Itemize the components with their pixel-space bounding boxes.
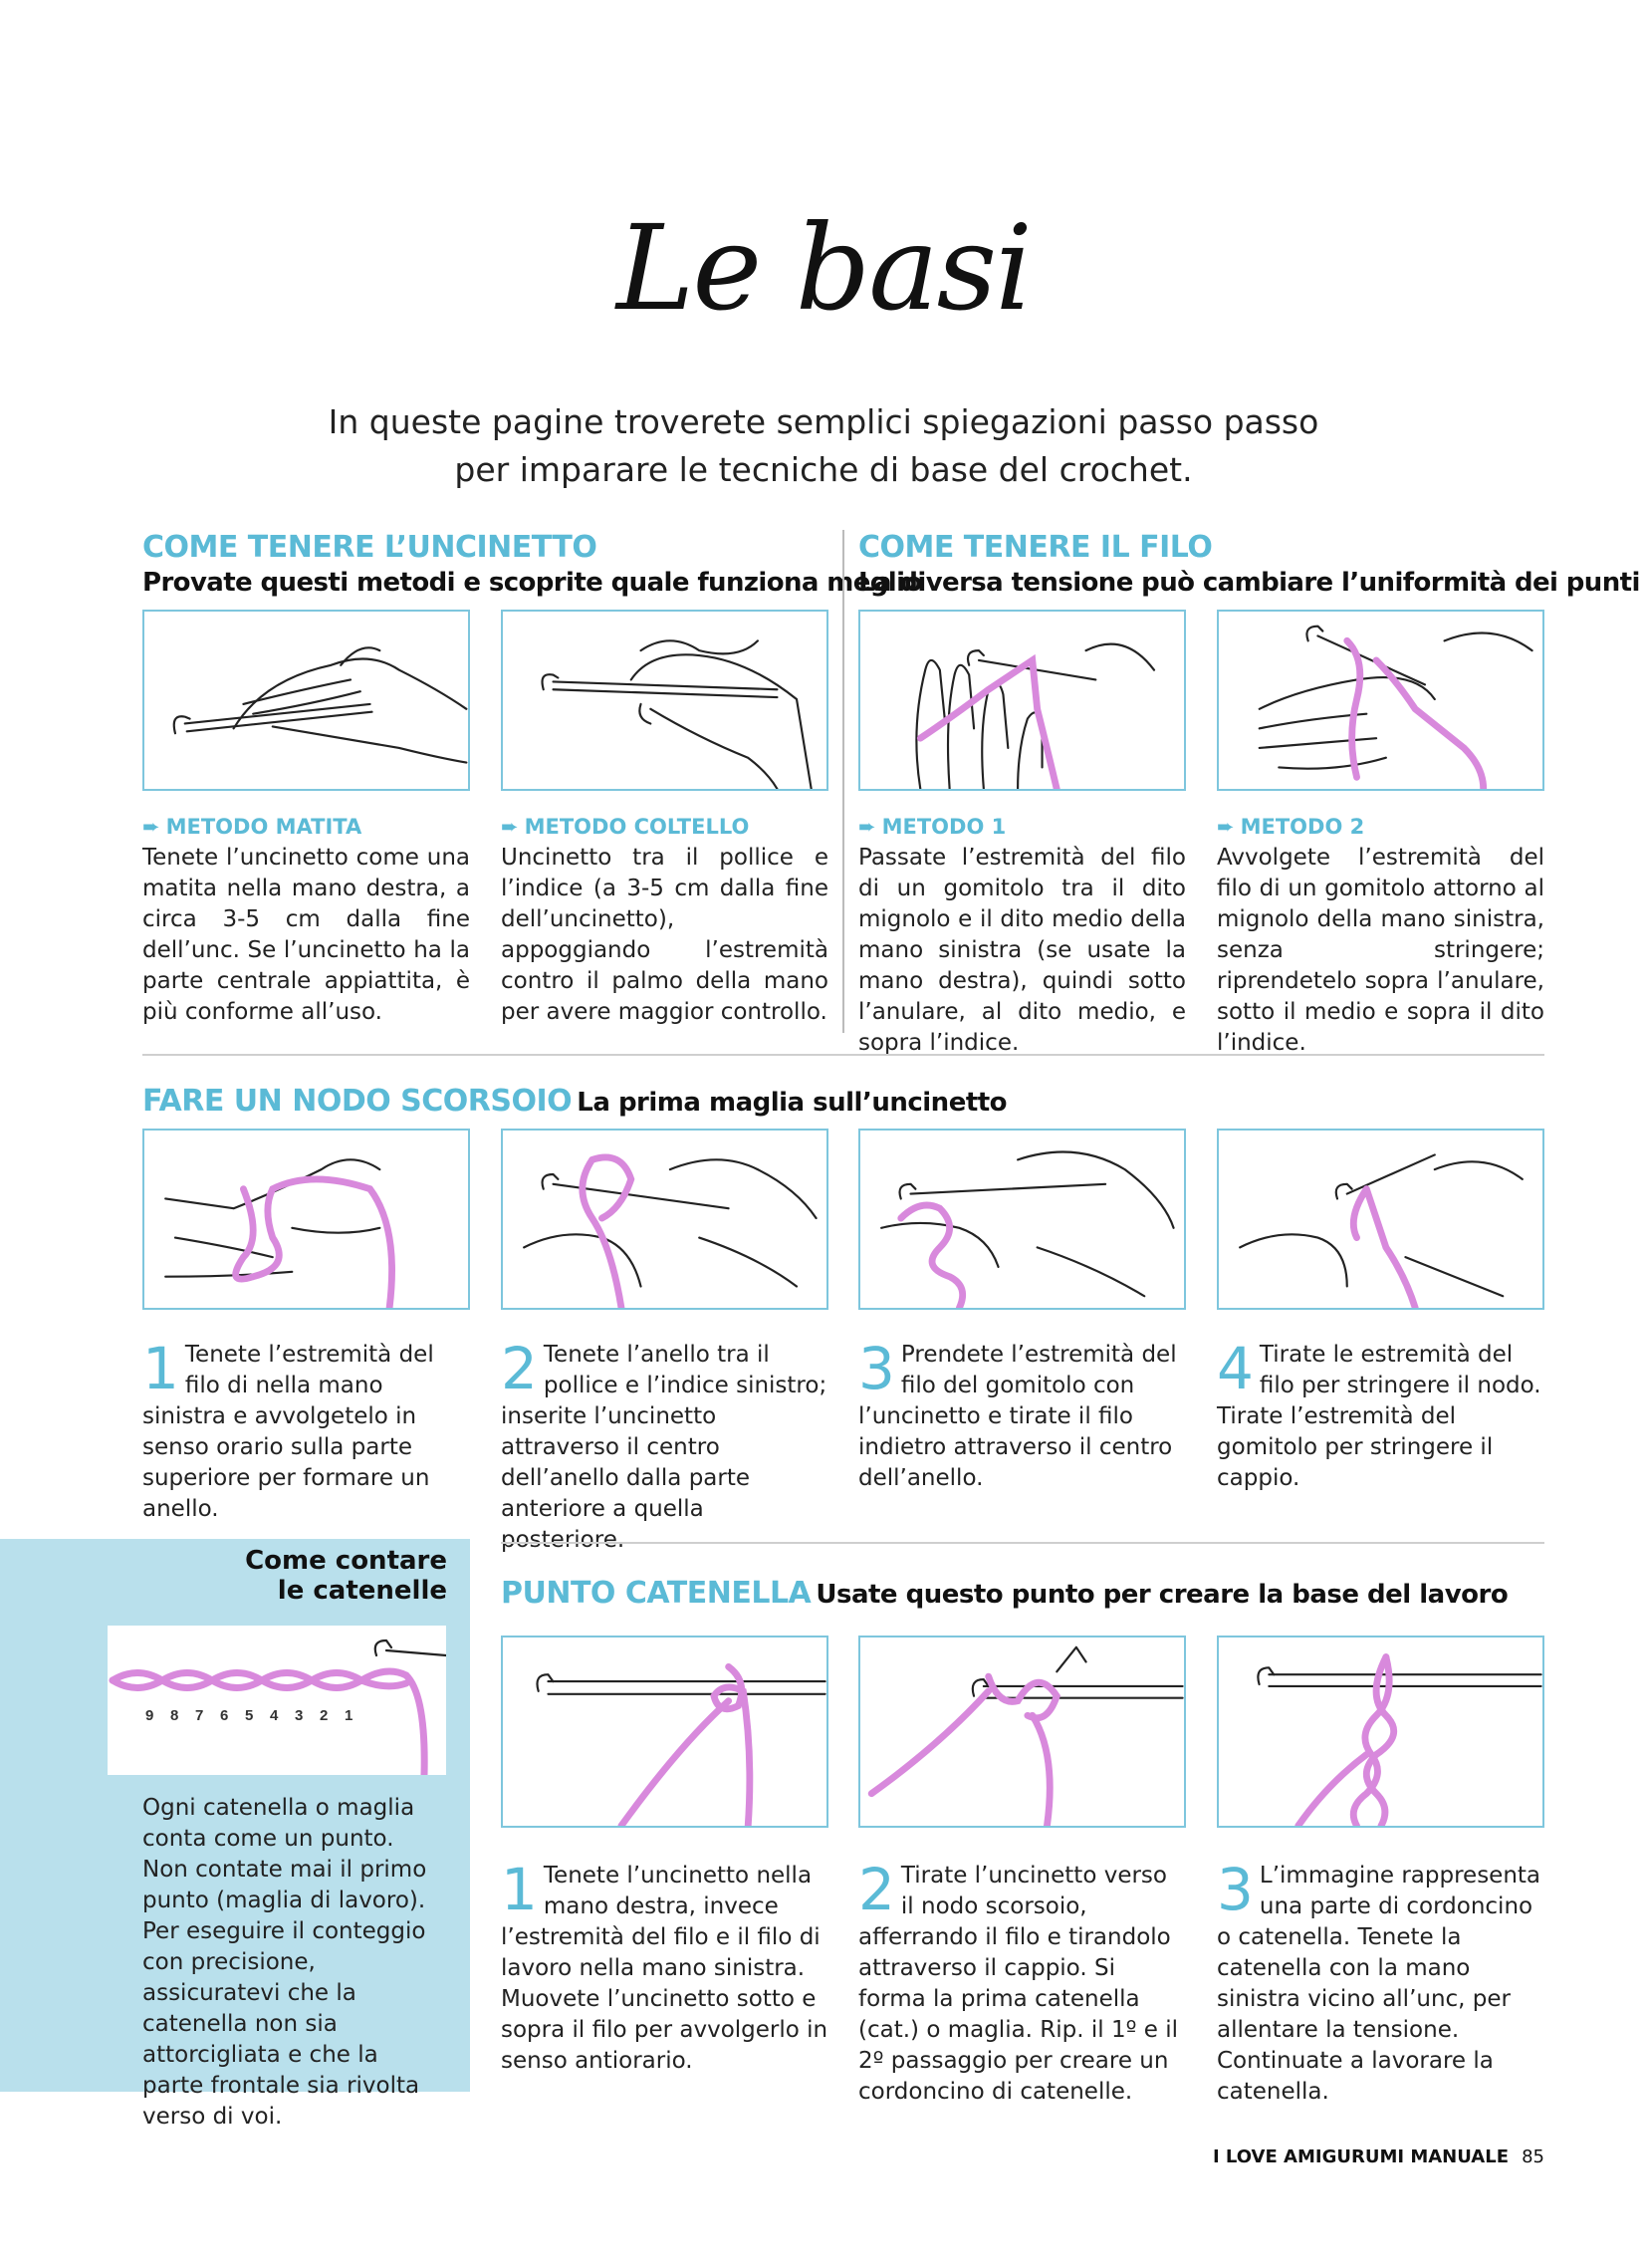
chain-step-2 xyxy=(858,1856,1186,2108)
chain-step-1 xyxy=(501,1856,828,2077)
pencil-grip-illustration xyxy=(142,610,470,791)
chain-count-illustration xyxy=(108,1626,446,1775)
knife-grip-illustration xyxy=(501,610,828,791)
chain-number: 9 xyxy=(145,1707,154,1724)
slip-knot-step-1-illustration xyxy=(142,1129,470,1310)
right-arrow-icon: ➨ xyxy=(142,815,160,839)
method-text: Tenete l’uncinetto come una matita nella mano destra, a circa 3-5 cm dalla fine dell’unc. Se l’uncinetto ha la parte centrale appiattita, è più conforme all’uso. xyxy=(142,845,470,1025)
slip-knot-heading: FARE UN NODO SCORSOIO xyxy=(142,1084,573,1119)
sidebar-title-line-1: Come contare xyxy=(245,1546,447,1576)
magazine-name: I LOVE AMIGURUMI MANUALE xyxy=(1212,2146,1509,2167)
chain-number: 1 xyxy=(345,1707,353,1724)
right-arrow-icon: ➨ xyxy=(858,815,876,839)
method-label: METODO MATITA xyxy=(165,815,362,839)
step-number: 4 xyxy=(1217,1335,1254,1402)
hold-yarn-subheading: La diversa tensione può cambiare l’uniformità dei punti xyxy=(858,568,1640,598)
method-pencil xyxy=(142,815,470,1028)
method-text: Avvolgete l’estremità del filo di un gomitolo attorno al mignolo della mano sinistra, senza stringere; riprendetelo sopra l’anulare, sotto il medio e sopra il dito l’indice. xyxy=(1217,845,1544,1056)
slip-knot-subheading: La prima maglia sull’uncinetto xyxy=(577,1088,1008,1118)
page-title: Le basi xyxy=(616,199,1031,337)
step-text: Tirate l’uncinetto verso il nodo scorsoio, afferrando il filo e tirandolo attraverso il cappio. Si forma la prima catenella (cat.) o maglia. Rip. il 1º e il 2º passaggio per creare un cordoncino di catenelle. xyxy=(858,1863,1179,2105)
step-text: Tenete l’uncinetto nella mano destra, invece l’estremità del filo e il filo di lavoro nella mano sinistra. Muovete l’uncinetto sotto e sopra il filo per avvolgerlo in senso antiorario. xyxy=(501,1863,828,2074)
chain-stitch-heading: PUNTO CATENELLA xyxy=(501,1576,812,1611)
method-text: Uncinetto tra il pollice e l’indice (a 3-5 cm dalla fine dell’uncinetto), appoggiando l’estremità contro il palmo della mano per avere maggior controllo. xyxy=(501,845,828,1025)
step-text: Tenete l’estremità del filo di nella mano sinistra e avvolgetelo in senso orario sulla parte superiore per formare un anello. xyxy=(142,1342,434,1522)
chain-number: 5 xyxy=(245,1707,254,1724)
yarn-method-2-illustration xyxy=(1217,610,1544,791)
column-divider xyxy=(842,530,844,1033)
chain-stitch-subheading: Usate questo punto per creare la base del lavoro xyxy=(816,1580,1509,1610)
right-arrow-icon: ➨ xyxy=(1217,815,1235,839)
sidebar-title xyxy=(245,1546,447,1606)
hold-hook-subheading: Provate questi metodi e scoprite quale funziona meglio xyxy=(142,568,922,598)
right-arrow-icon: ➨ xyxy=(501,815,519,839)
chain-number: 4 xyxy=(270,1707,279,1724)
slip-knot-step-2 xyxy=(501,1335,828,1556)
page-footer xyxy=(1213,2146,1544,2167)
slip-knot-step-3-illustration xyxy=(858,1129,1186,1310)
chain-number: 3 xyxy=(295,1707,304,1724)
method-label: METODO COLTELLO xyxy=(524,815,750,839)
method-label: METODO 2 xyxy=(1240,815,1365,839)
chain-number: 7 xyxy=(195,1707,204,1724)
chain-stitch-header xyxy=(501,1576,1544,1611)
hold-yarn-heading: COME TENERE IL FILO xyxy=(858,530,1213,565)
intro-line-2: per imparare le tecniche di base del crochet. xyxy=(454,450,1193,489)
slip-knot-step-4 xyxy=(1217,1335,1544,1494)
method-text: Passate l’estremità del filo di un gomitolo tra il dito mignolo e il dito medio della mano sinistra (se usate la mano destra), quindi sotto l’anulare, al dito medio, e sopra l’indice. xyxy=(858,845,1186,1056)
slip-knot-header xyxy=(142,1084,1544,1119)
step-number: 1 xyxy=(501,1856,538,1923)
step-text: Tenete l’anello tra il pollice e l’indice sinistro; inserite l’uncinetto attraverso il centro dell’anello dalla parte anteriore a quella posteriore. xyxy=(501,1342,827,1553)
step-text: Prendete l’estremità del filo del gomitolo con l’uncinetto e tirate il filo indietro attraverso il centro dell’anello. xyxy=(858,1342,1177,1491)
intro-text xyxy=(0,398,1647,494)
method-yarn-2 xyxy=(1217,815,1544,1059)
chain-step-3 xyxy=(1217,1856,1544,2108)
step-number: 3 xyxy=(858,1335,895,1402)
sidebar-title-line-2: le catenelle xyxy=(277,1576,447,1606)
slip-knot-step-4-illustration xyxy=(1217,1129,1544,1310)
step-number: 2 xyxy=(501,1335,538,1402)
slip-knot-step-3 xyxy=(858,1335,1186,1494)
step-number: 3 xyxy=(1217,1856,1254,1923)
method-knife xyxy=(501,815,828,1028)
chain-number: 2 xyxy=(320,1707,329,1724)
slip-knot-step-2-illustration xyxy=(501,1129,828,1310)
sidebar-text: Ogni catenella o maglia conta come un punto. Non contate mai il primo punto (maglia di lavoro). Per eseguire il conteggio con precisione, assicuratevi che la catenella non sia attorcigliata e che la parte frontale sia rivolta verso di voi. xyxy=(142,1795,427,2130)
chain-step-2-illustration xyxy=(858,1636,1186,1828)
chain-number: 6 xyxy=(220,1707,229,1724)
page-number: 85 xyxy=(1522,2146,1544,2167)
step-number: 2 xyxy=(858,1856,895,1923)
slip-knot-step-1 xyxy=(142,1335,470,1525)
step-text: Tirate le estremità del filo per stringere il nodo. Tirate l’estremità del gomitolo per stringere il cappio. xyxy=(1217,1342,1541,1491)
method-yarn-1 xyxy=(858,815,1186,1059)
intro-line-1: In queste pagine troverete semplici spiegazioni passo passo xyxy=(328,402,1319,441)
section-divider xyxy=(142,1054,1544,1056)
section-divider xyxy=(501,1542,1544,1544)
hold-hook-heading: COME TENERE L’UNCINETTO xyxy=(142,530,597,565)
chain-step-1-illustration xyxy=(501,1636,828,1828)
step-number: 1 xyxy=(142,1335,179,1402)
chain-number: 8 xyxy=(170,1707,179,1724)
step-text: L’immagine rappresenta una parte di cordoncino o catenella. Tenete la catenella con la mano sinistra vicino all’unc, per allentare la tensione. Continuate a lavorare la catenella. xyxy=(1217,1863,1541,2105)
yarn-method-1-illustration xyxy=(858,610,1186,791)
method-label: METODO 1 xyxy=(881,815,1007,839)
chain-step-3-illustration xyxy=(1217,1636,1544,1828)
